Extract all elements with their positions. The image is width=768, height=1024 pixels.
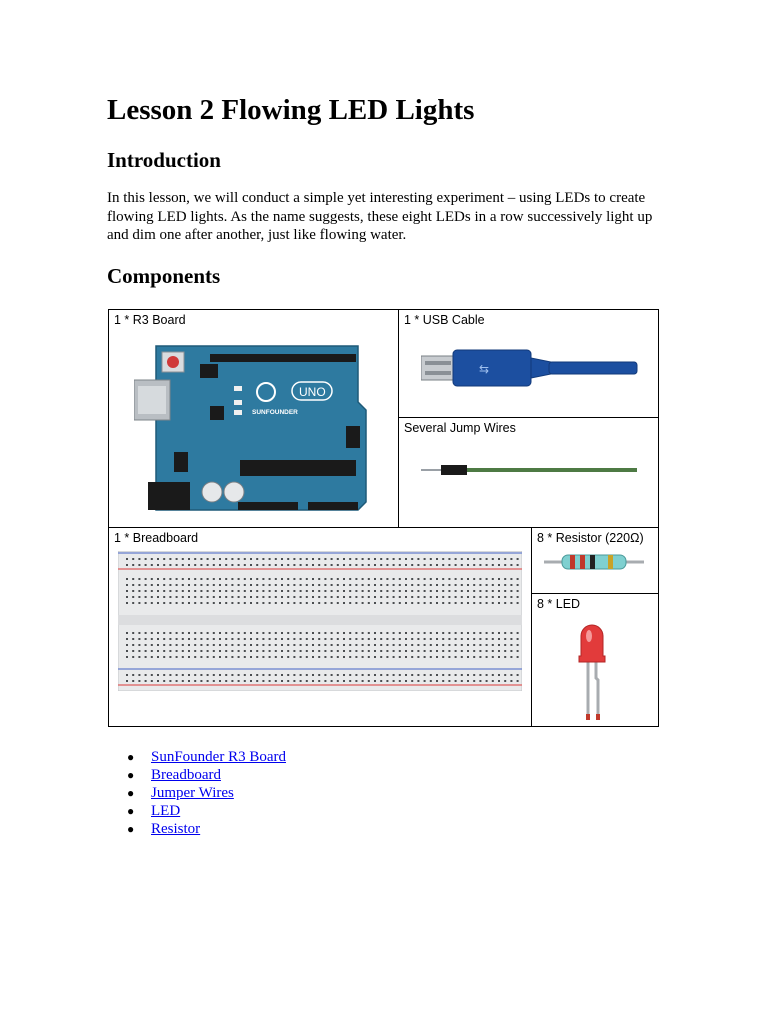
jump-wire-image (421, 462, 643, 478)
r3-board-image (134, 342, 370, 514)
component-links-list (127, 748, 286, 838)
link-resistor[interactable]: Resistor (151, 821, 201, 837)
link-sunfounder-r3-board[interactable]: SunFounder R3 Board (151, 749, 286, 765)
jump-wires-caption: Several Jump Wires (404, 421, 516, 435)
led-image (578, 618, 608, 722)
led-caption: 8 * LED (537, 597, 581, 611)
usb-caption: 1 * USB Cable (404, 313, 485, 327)
list-item: ● Breadboard (127, 767, 221, 783)
board-caption: 1 * R3 Board (114, 313, 186, 327)
breadboard-cell (108, 527, 532, 727)
jump-wires-cell (398, 417, 659, 528)
board-brand-text: SUNFOUNDER (252, 409, 298, 416)
usb-cell (398, 309, 659, 418)
list-item: ● LED (127, 803, 181, 819)
page-title: Lesson 2 Flowing LED Lights (107, 94, 475, 126)
introduction-paragraph (107, 189, 667, 245)
board-model-text: UNO (299, 385, 326, 399)
list-item: ● Resistor (127, 821, 201, 837)
resistor-caption: 8 * Resistor (220Ω) (537, 531, 644, 545)
list-item: ● SunFounder R3 Board (127, 749, 286, 765)
breadboard-image (118, 551, 522, 691)
resistor-image (544, 552, 644, 572)
intro-line: flowing LED lights. As the name suggests, these eight LEDs in a row successively light up (107, 208, 653, 225)
introduction-heading: Introduction (107, 148, 221, 172)
components-table (108, 309, 659, 727)
list-item: ● Jumper Wires (127, 785, 234, 801)
link-jumper-wires[interactable]: Jumper Wires (151, 785, 234, 801)
link-led[interactable]: LED (151, 803, 181, 819)
svg-text:⇆: ⇆ (479, 362, 490, 376)
intro-line: and dim one after another, just like flowing water. (107, 227, 407, 243)
led-cell (531, 593, 659, 727)
intro-line: In this lesson, we will conduct a simple yet interesting experiment – using LEDs to create (107, 190, 646, 206)
breadboard-caption: 1 * Breadboard (114, 531, 199, 545)
link-breadboard[interactable]: Breadboard (151, 767, 221, 783)
usb-cable-image (421, 346, 641, 390)
board-cell (108, 309, 399, 528)
resistor-cell (531, 527, 659, 594)
components-heading: Components (107, 264, 221, 288)
